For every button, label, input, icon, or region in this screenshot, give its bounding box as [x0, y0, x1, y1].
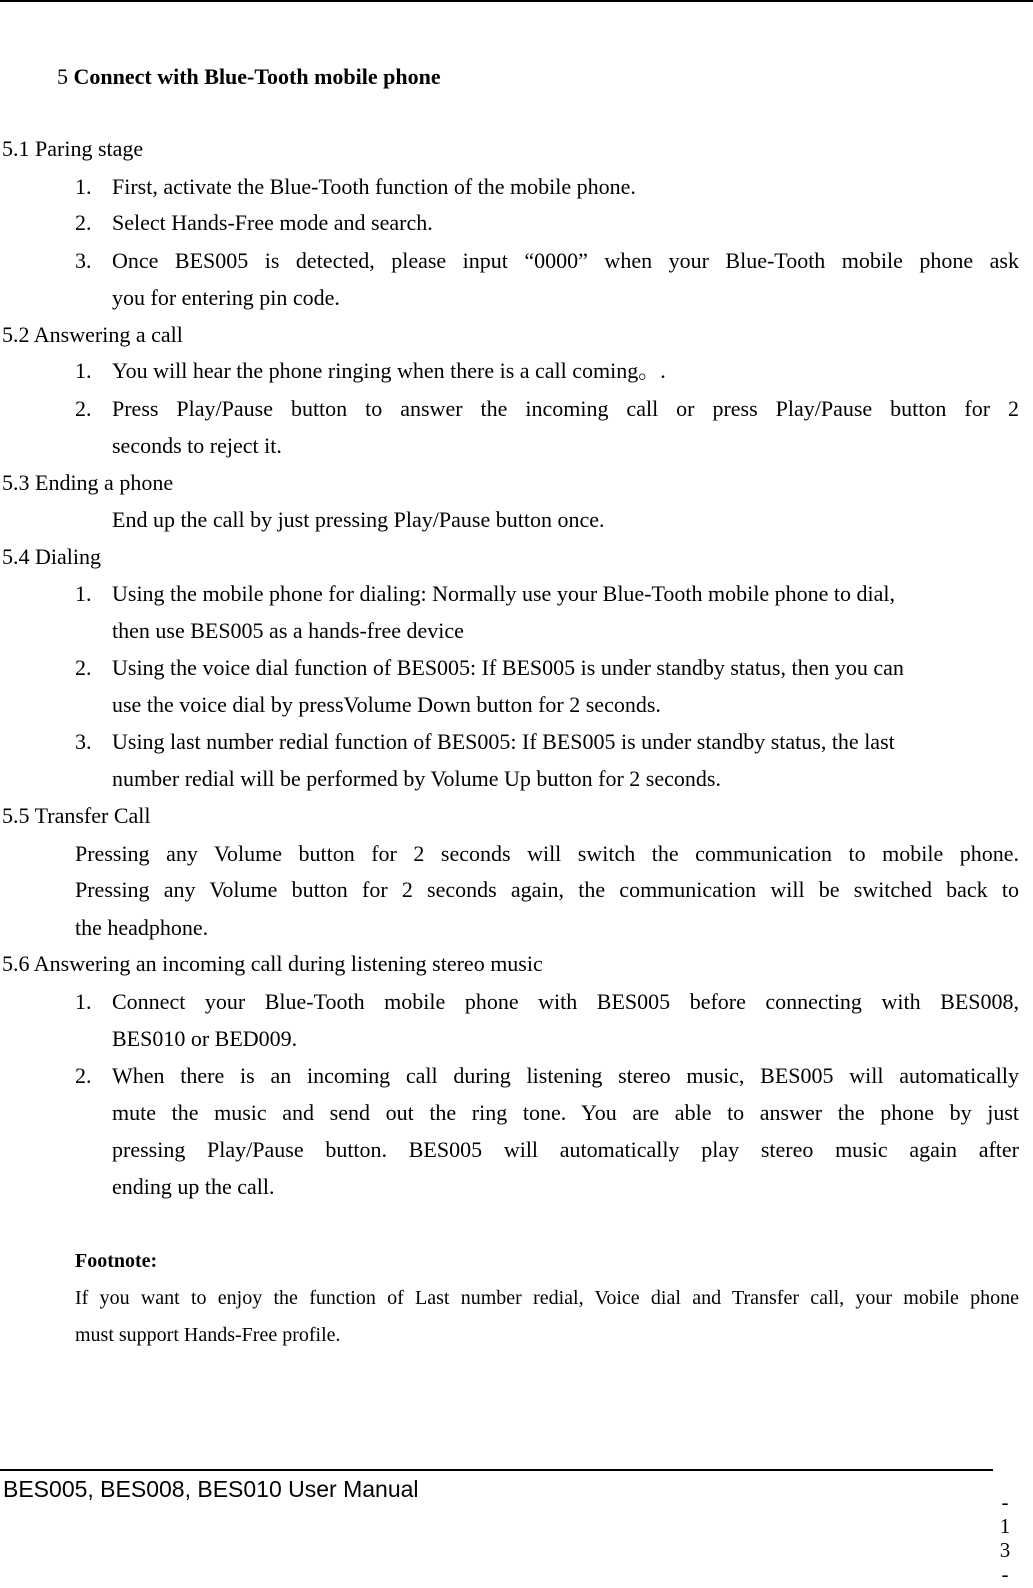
section-title: [57, 58, 441, 95]
list-item: Using the mobile phone for dialing: Normally use your Blue-Tooth mobile phone to dial,: [112, 581, 895, 606]
list-item: Press Play/Pause button to answer the incoming call or press Play/Pause button for 2: [112, 396, 1019, 421]
top-rule: [0, 0, 1033, 2]
section-number: 5: [57, 64, 68, 89]
heading-5-1: 5.1 Paring stage: [2, 136, 144, 161]
list-item: When there is an incoming call during listening stereo music, BES005 will automatically: [112, 1063, 1019, 1088]
list-item: Connect your Blue-Tooth mobile phone with BES005 before connecting with BES008,: [112, 989, 1019, 1014]
list-item: Once BES005 is detected, please input “0000” when your Blue-Tooth mobile phone ask: [112, 248, 1019, 273]
paragraph-line: the headphone.: [75, 915, 209, 940]
footnote-text: If you want to enjoy the function of Last number redial, Voice dial and Transfer call, your mobile phone: [75, 1287, 1019, 1309]
paragraph: End up the call by just pressing Play/Pause button once.: [112, 507, 605, 532]
paragraph-line: Pressing any Volume button for 2 seconds again, the communication will be switched back to: [75, 877, 1019, 902]
list-item-cont: number redial will be performed by Volume Up button for 2 seconds.: [112, 766, 721, 791]
list-number: 2.: [75, 655, 92, 680]
page-number-char: 3: [999, 1538, 1011, 1562]
list-item-cont: use the voice dial by pressVolume Down button for 2 seconds.: [112, 692, 661, 717]
list-number: 1.: [75, 358, 92, 383]
heading-5-4: 5.4 Dialing: [2, 544, 101, 569]
list-item-cont: BES010 or BED009.: [112, 1026, 298, 1051]
list-number: 2.: [75, 210, 92, 235]
list-number: 3.: [75, 729, 92, 754]
list-item: Using the voice dial function of BES005: If BES005 is under standby status, then you can: [112, 655, 904, 680]
list-item-cont: mute the music and send out the ring tone. You are able to answer the phone by just: [112, 1100, 1019, 1125]
page-number-char: 1: [999, 1514, 1011, 1538]
heading-5-3: 5.3 Ending a phone: [2, 470, 174, 495]
list-item-cont: you for entering pin code.: [112, 285, 340, 310]
heading-5-2: 5.2 Answering a call: [2, 322, 183, 347]
list-number: 1.: [75, 174, 92, 199]
list-item: Select Hands-Free mode and search.: [112, 210, 433, 235]
list-number: 2.: [75, 1063, 92, 1088]
heading-5-5: 5.5 Transfer Call: [2, 803, 151, 828]
paragraph-line: Pressing any Volume button for 2 seconds will switch the communication to mobile phone.: [75, 841, 1019, 866]
list-item-cont: pressing Play/Pause button. BES005 will automatically play stereo music again after: [112, 1137, 1019, 1162]
footer-manual-title: BES005, BES008, BES010 User Manual: [3, 1476, 419, 1502]
footnote-text-cont: must support Hands-Free profile.: [75, 1324, 341, 1346]
footnote-title: Footnote:: [75, 1250, 158, 1272]
page-number-char: -: [1001, 1562, 1009, 1586]
list-item-cont: seconds to reject it.: [112, 433, 282, 458]
list-item-cont: ending up the call.: [112, 1174, 275, 1199]
list-number: 3.: [75, 248, 92, 273]
list-number: 1.: [75, 581, 92, 606]
list-item-cont: then use BES005 as a hands-free device: [112, 618, 464, 643]
page-number-char: -: [1001, 1490, 1009, 1514]
list-item: Using last number redial function of BES005: If BES005 is under standby status, the last: [112, 729, 895, 754]
section-title-text: Connect with Blue-Tooth mobile phone: [73, 64, 441, 89]
list-number: 1.: [75, 989, 92, 1014]
list-number: 2.: [75, 396, 92, 421]
heading-5-6: 5.6 Answering an incoming call during listening stereo music: [2, 951, 543, 976]
list-item: You will hear the phone ringing when there is a call coming。.: [112, 358, 666, 383]
list-item: First, activate the Blue-Tooth function of the mobile phone.: [112, 174, 636, 199]
